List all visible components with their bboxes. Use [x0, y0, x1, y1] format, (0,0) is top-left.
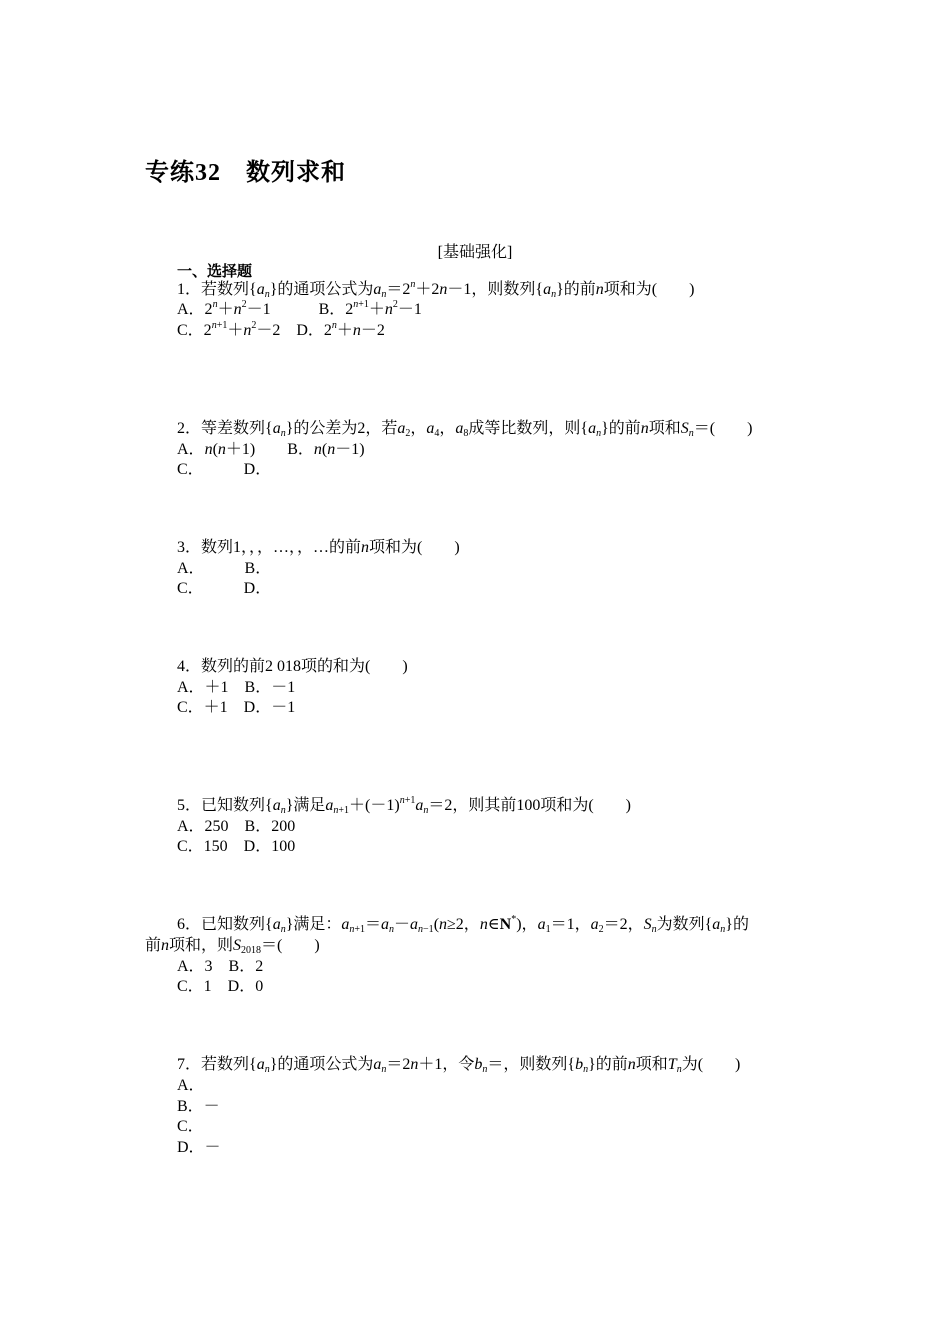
question-stem: 4．数列的前2 018项的和为( )	[177, 658, 408, 675]
option-b: B．－	[177, 1098, 220, 1115]
options-row: C．＋1 D．－1	[177, 699, 296, 716]
document-title: 专练32 数列求和	[145, 160, 346, 186]
options-row: A．250 B．200	[177, 818, 296, 835]
options-row: A．＋1 B．－1	[177, 679, 296, 696]
options-row: A．$2^n+n^2-1$ B．$2^{n+1}+n^2-1$	[177, 299, 422, 318]
options-row: C． D．	[177, 461, 272, 478]
options-row: C．$2^{n+1}+n^2-2$ D．$2^n+n-2$	[177, 320, 385, 339]
question-stem: 3．数列1，，，…，，…的前n项和为( )	[177, 539, 460, 556]
options-row: A．3 B．2	[177, 958, 264, 975]
part-heading: 一、选择题	[177, 264, 253, 280]
options-row: C．1 D．0	[177, 978, 264, 995]
options-row: A． B．	[177, 560, 272, 577]
options-row: C．150 D．100	[177, 838, 296, 855]
option-d: D．－	[177, 1139, 221, 1156]
options-row: A．n(n＋1) B．n(n－1)	[177, 441, 365, 458]
question-stem: 5．已知数列$\{a_n\}$满足$a_{n+1}+(-1)^{n+1}a_n=2$，则其前100项和为( )	[177, 795, 631, 816]
question-stem: 1．若数列$\{a_n\}$的通项公式为$a_n=2^n+2n-1$，则数列$\{a_n\}$的前n项和为( )	[177, 279, 695, 300]
question-stem: 2．等差数列$\{a_n\}$的公差为2，若$a_2$，$a_4$，$a_8$成等比数列，则$\{a_n\}$的前n项和$S_n=$( )	[177, 420, 753, 439]
option-a: A．	[177, 1077, 205, 1094]
question-stem: 7．若数列$\{a_n\}$的通项公式为$a_n=2n+1$，令$b_n=$，则数列$\{b_n\}$的前n项和$T_n$为( )	[177, 1056, 741, 1075]
question-stem: 6．已知数列$\{a_n\}$满足：$a_{n+1}=a_n-a_{n-1}(n\ge 2$，n∈N*)，$a_1=1$，$a_2=2$，$S_n$为数列$\{a_n\}$的	[177, 914, 749, 935]
options-row: C． D．	[177, 580, 272, 597]
option-c: C．	[177, 1118, 204, 1135]
question-stem-continued: 前n项和，则$S_{2018}=$( )	[145, 937, 320, 956]
section-heading: [基础强化]	[437, 244, 513, 261]
